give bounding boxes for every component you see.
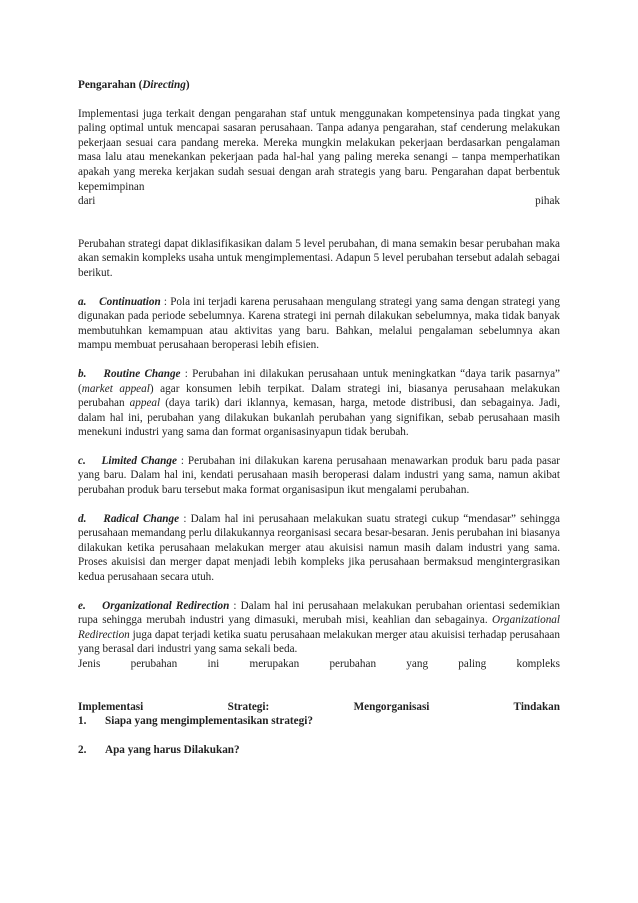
question-text: Apa yang harus Dilakukan? [105, 743, 240, 756]
level-letter: b. [78, 367, 87, 380]
level-item-radical-change [78, 512, 560, 585]
level-term: Routine Change [103, 367, 181, 380]
intro-paragraph [78, 107, 560, 209]
question-item-1 [78, 714, 560, 729]
level-letter: c. [78, 454, 86, 467]
section-heading-directing: Pengarahan (Directing) [78, 79, 190, 91]
level-letter: e. [78, 599, 86, 612]
question-text: Siapa yang mengimplementasikan strategi? [105, 715, 313, 728]
level-term: Continuation [99, 295, 161, 308]
level-item-organizational-redirection: e. Organizational Redirection : Dalam hal ini perusahaan melakukan perubahan orientasi sedemikian rupa sehingga merubah industri yang dimasuki, merubah misi, keahlian dan sebagainya. Organizational Redirection juga dapat terjadi ketika suatu perusahaan melakukan merger atau akuisisi terhadap perusahaan yang berasal dari industri yang sama sekali beda. Jenis perubahan ini merupakan perubahan yang paling kompleks [78, 599, 560, 670]
level-e-last-line: Jenis perubahan ini merupakan perubahan yang paling kompleks [78, 658, 560, 670]
question-number: 2. [78, 743, 87, 756]
level-letter: d. [78, 512, 87, 525]
level-letter: a. [78, 295, 87, 308]
question-item-2 [78, 743, 560, 758]
level-term: Limited Change [101, 454, 177, 467]
section-title-organizing: Implementasi Strategi: Mengorganisasi Tindakan [78, 700, 560, 713]
level-description: : Perubahan ini dilakukan karena perusahaan menawarkan produk baru pada pasar yang baru. Dalam hal ini, kendati perusahaan masih beroperasi dalam industri yang sama, namun akibat perubahan produk baru tersebut maka format organisasipun ikut mengalami perubahan. [78, 454, 561, 497]
level-item-continuation [78, 295, 560, 353]
level-description: : Pola ini terjadi karena perusahaan mengulang strategi yang sama dengan strategi yang digunakan pada periode sebelumnya. Karena strategi ini pernah dilakukan sebelumnya, maka tidak banyak membutuhkan kemampuan atau aktivitas yang baru. Bahkan, melalui pengalaman sebelumnya akan mampu membuat perusahaan beroperasi lebih efisien. [78, 295, 560, 352]
level-description: : Dalam hal ini perusahaan melakukan suatu strategi cukup “mendasar” sehingga perusahaan memandang perlu dilakukannya reorganisasi secara besar-besaran. Jenis perubahan ini biasanya dilakukan ketika perusahaan melakukan merger atau akuisisi namun masih dalam industri yang sama. Proses akuisisi dan merger dapat menjadi lebih kompleks jika perusahaan bermaksud mengintergrasikan kedua perusahaan secara utuh. [78, 512, 561, 584]
heading-italic-term: Directing [142, 79, 186, 91]
heading-text: Pengarahan [78, 79, 136, 91]
level-term: Organizational Redirection [102, 599, 230, 612]
levels-paragraph: Perubahan strategi dapat diklasifikasikan dalam 5 level perubahan, di mana semakin besar perubahan maka akan semakin kompleks usaha untuk mengimplementasi. Adapun 5 level perubahan tersebut adalah sebagai berikut. [78, 237, 560, 279]
intro-paragraph-body: Implementasi juga terkait dengan pengarahan staf untuk menggunakan kompetensinya pada tingkat yang paling optimal untuk mencapai sasaran perusahaan. Tanpa adanya pengarahan, staf cenderung melakukan pekerjaan sesuai cara pandang mereka. Mereka mungkin melakukan pekerjaan berdasarkan pengalaman masa lalu atau menekankan pekerjaan pada hal-hal yang paling mereka senangi – tanpa memperhatikan apakah yang mereka kerjakan sudah sesuai dengan arah strategis yang baru. Pengarahan dapat berbentuk kepemimpinan [78, 107, 560, 193]
intro-paragraph-last-line: dari pihak [78, 195, 560, 208]
level-item-routine-change: b. Routine Change : Perubahan ini dilakukan perusahaan untuk meningkatkan “daya tarik pasarnya” (market appeal) agar konsumen lebih terpikat. Dalam strategi ini, biasanya perusahaan melakukan perubahan appeal (daya tarik) dari iklannya, kemasan, harga, metode distribusi, dan sebagainya. Jadi, dalam hal ini, perubahan yang dilakukan bukanlah perubahan yang signifikan, sebab perusahaan masih menekuni industri yang sama dan format organisasinyapun tidak berubah. [78, 367, 561, 439]
level-term: Radical Change [103, 512, 180, 525]
question-number: 1. [78, 715, 87, 728]
level-item-limited-change [78, 454, 560, 498]
